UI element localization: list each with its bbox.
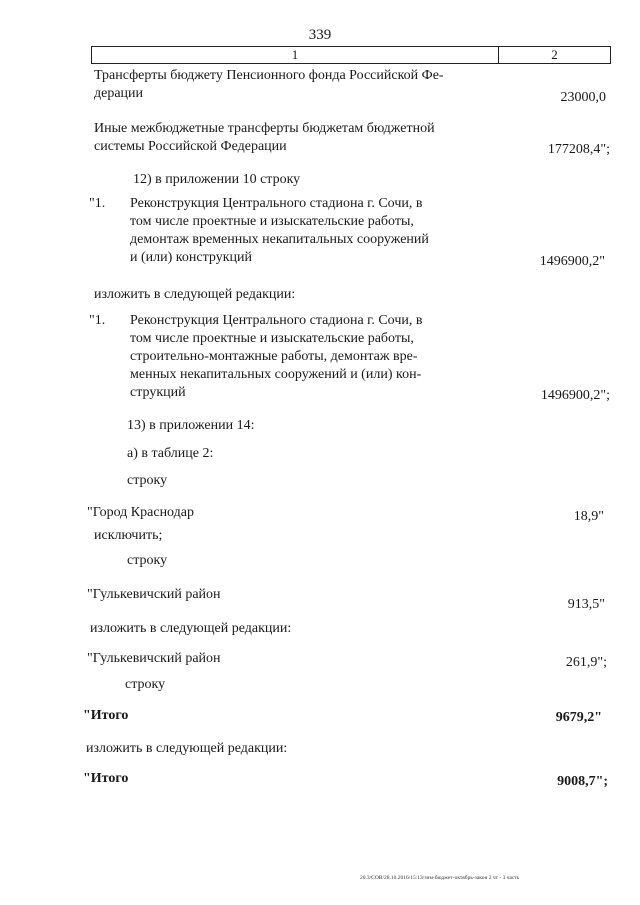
edit-phrase-1: изложить в следующей редакции:	[94, 287, 296, 302]
page-number: 339	[308, 27, 332, 43]
itogo-label-1: "Итого	[83, 708, 129, 723]
row1-value: 1496900,2"	[539, 254, 605, 269]
item-13a-heading: а) в таблице 2:	[127, 446, 214, 461]
row1-text-line3: демонтаж временных некапитальных сооружений	[130, 232, 429, 247]
table-header	[91, 46, 611, 64]
stroku-3: строку	[125, 677, 166, 692]
row2-number: "1.	[89, 313, 106, 328]
row1-number: "1.	[89, 196, 106, 211]
pension-label-line1: Трансферты бюджету Пенсионного фонда Российской Фе-	[94, 68, 444, 83]
row2-text-line2: том числе проектные и изыскательские работы,	[130, 331, 414, 346]
row2-text-line3: строительно-монтажные работы, демонтаж вре-	[130, 349, 418, 364]
itogo-label-2: "Итого	[83, 771, 129, 786]
edit-phrase-2: изложить в следующей редакции:	[90, 621, 292, 636]
stroku-2: строку	[127, 553, 168, 568]
item-12-heading: 12) в приложении 10 строку	[133, 172, 301, 187]
row2-text-line5: струкций	[130, 385, 186, 400]
row1-text-line4: и (или) конструкций	[130, 250, 252, 265]
row2-text-line4: менных некапитальных сооружений и (или) кон-	[130, 367, 422, 382]
row2-value: 1496900,2";	[540, 388, 610, 403]
gulkevichi-value-2: 261,9";	[565, 655, 607, 670]
table-header-col1: 1	[92, 47, 499, 63]
pension-label-line2: дерации	[94, 86, 144, 101]
item-13-heading: 13) в приложении 14:	[127, 418, 255, 433]
document-footer: 20.3/СОВ/28.10.2016/15:13/зим-бюджет-октябрь-закон 2 чт - 3 часть	[360, 875, 520, 881]
itogo-value-1: 9679,2"	[555, 710, 602, 725]
other-transfers-label-line2: системы Российской Федерации	[94, 139, 287, 154]
stroku-1: строку	[127, 473, 168, 488]
krasnodar-label: "Город Краснодар	[87, 505, 194, 520]
other-transfers-label-line1: Иные межбюджетные трансферты бюджетам бюджетной	[94, 121, 435, 136]
krasnodar-value: 18,9"	[573, 509, 604, 524]
row1-text-line1: Реконструкция Центрального стадиона г. Сочи, в	[130, 196, 423, 211]
pension-value: 23000,0	[560, 90, 606, 105]
gulkevichi-value-1: 913,5"	[567, 597, 605, 612]
itogo-value-2: 9008,7";	[557, 774, 608, 789]
exclude-phrase: исключить;	[94, 528, 163, 543]
row1-text-line2: том числе проектные и изыскательские работы,	[130, 214, 414, 229]
table-header-col2: 2	[551, 47, 558, 62]
gulkevichi-label-2: "Гулькевичский район	[87, 651, 221, 666]
other-transfers-value: 177208,4";	[547, 142, 610, 157]
gulkevichi-label-1: "Гулькевичский район	[87, 587, 221, 602]
edit-phrase-3: изложить в следующей редакции:	[86, 741, 288, 756]
row2-text-line1: Реконструкция Центрального стадиона г. Сочи, в	[130, 313, 423, 328]
